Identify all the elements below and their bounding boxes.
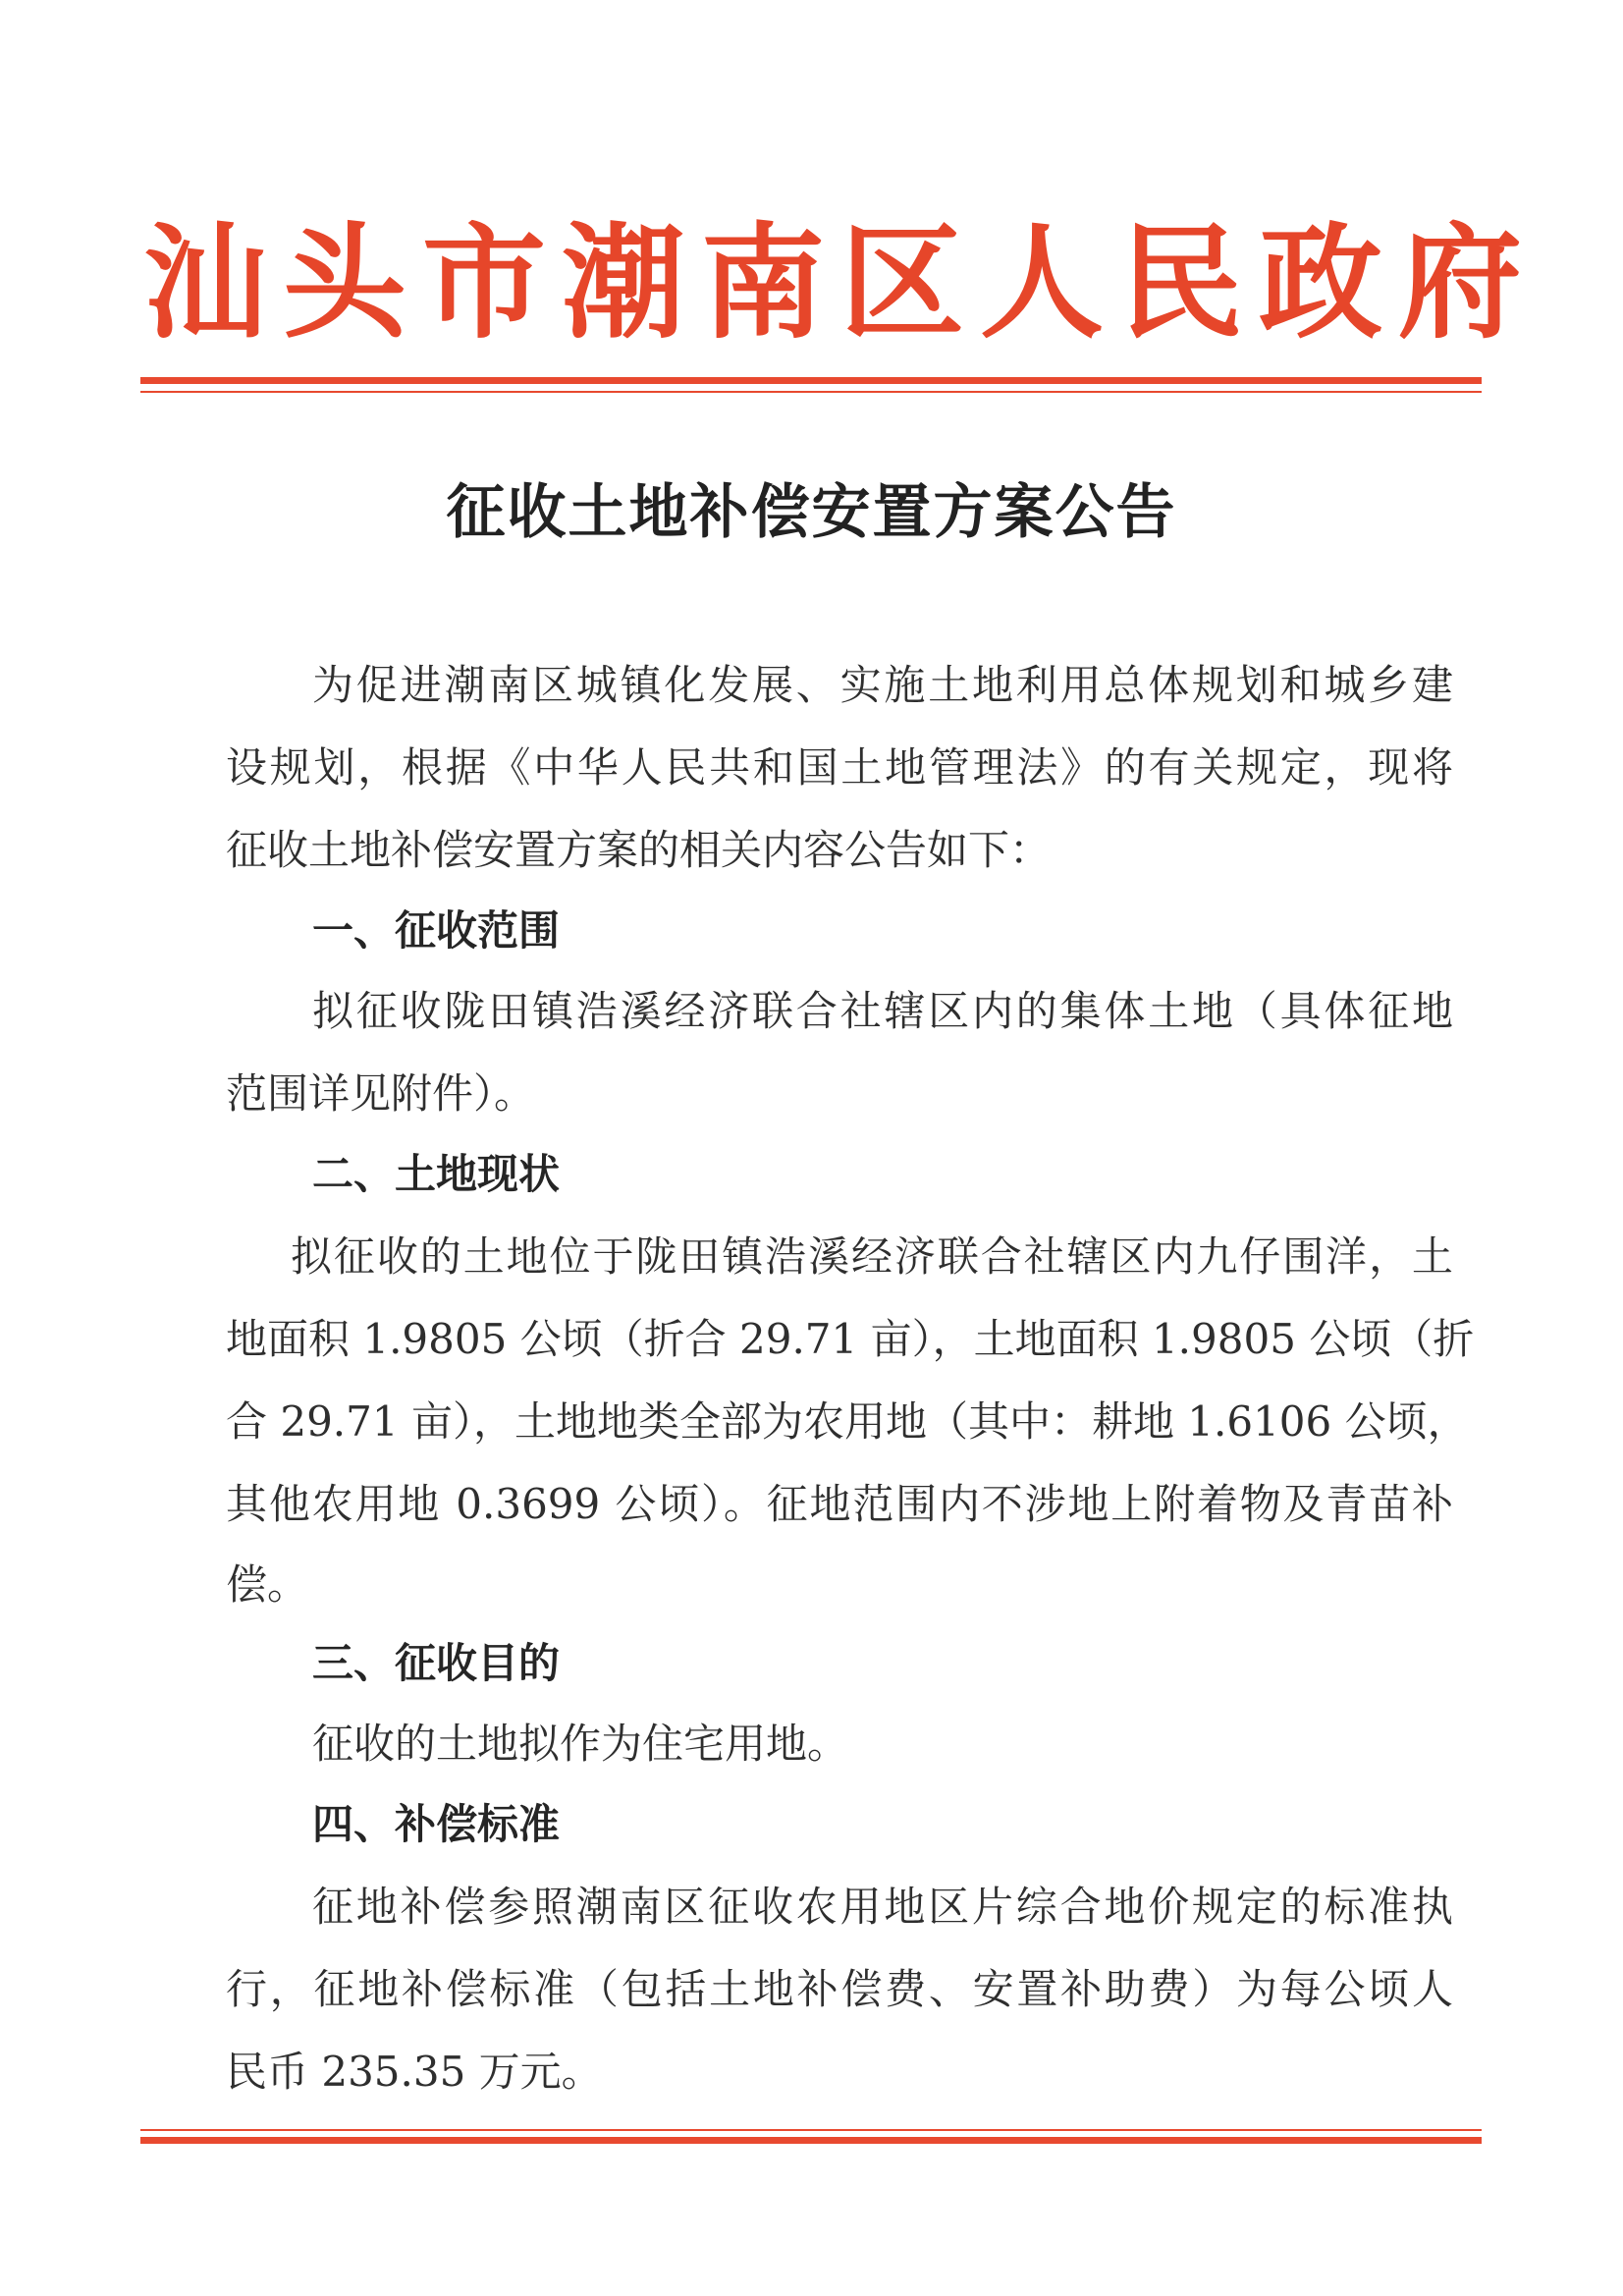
document-title: 征收土地补偿安置方案公告: [446, 478, 1177, 547]
land-status-line-2: 地面积 1.9805 公顷（折合 29.71 亩），土地面积 1.9805 公顷（折: [226, 1315, 1475, 1363]
scope-line-2: 范围详见附件）。: [226, 1069, 536, 1118]
land-status-line-4: 其他农用地 0.3699 公顷）。征地范围内不涉地上附着物及青苗补: [226, 1480, 1453, 1528]
intro-line-1: 为促进潮南区城镇化发展、实施土地利用总体规划和城乡建: [312, 661, 1453, 709]
footer-rule-thin: [140, 2129, 1482, 2131]
land-status-line-1: 拟征收的土地位于陇田镇浩溪经济联合社辖区内九仔围洋，土: [291, 1232, 1453, 1281]
purpose-line-1: 征收的土地拟作为住宅用地。: [312, 1720, 849, 1768]
intro-line-2: 设规划，根据《中华人民共和国土地管理法》的有关规定，现将: [226, 743, 1453, 792]
scope-line-1: 拟征收陇田镇浩溪经济联合社辖区内的集体土地（具体征地: [312, 987, 1453, 1035]
section-heading-land-status: 二、土地现状: [312, 1150, 561, 1198]
land-status-line-3: 合 29.71 亩），土地地类全部为农用地（其中：耕地 1.6106 公顷，: [226, 1397, 1469, 1446]
section-heading-purpose: 三、征收目的: [312, 1639, 561, 1687]
land-status-line-5: 偿。: [226, 1560, 309, 1609]
masthead-rule-thin: [140, 391, 1482, 393]
footer-rule-thick: [140, 2137, 1482, 2144]
compensation-line-2: 行，征地补偿标准（包括土地补偿费、安置补助费）为每公顷人: [226, 1965, 1453, 2013]
compensation-line-3: 民币 235.35 万元。: [226, 2048, 603, 2096]
issuer-masthead: 汕头市潮南区人民政府: [143, 210, 1538, 355]
section-heading-scope: 一、征收范围: [312, 906, 561, 955]
section-heading-compensation: 四、补偿标准: [312, 1800, 561, 1848]
intro-line-3: 征收土地补偿安置方案的相关内容公告如下：: [226, 826, 1052, 874]
masthead-rule-thick: [140, 377, 1482, 384]
compensation-line-1: 征地补偿参照潮南区征收农用地区片综合地价规定的标准执: [312, 1883, 1453, 1931]
